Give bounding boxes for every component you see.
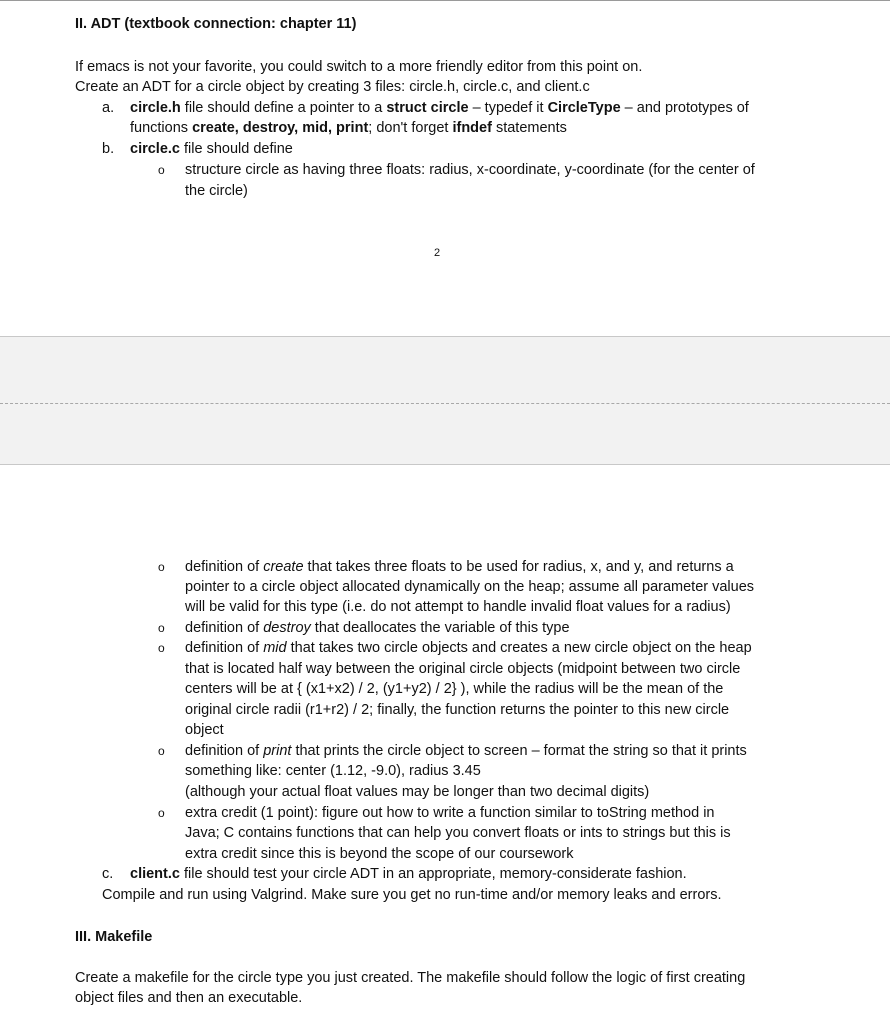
compile-instruction: Compile and run using Valgrind. Make sure you get no run-time and/or memory leaks and errors.: [102, 887, 722, 903]
mid-line-5: object: [185, 722, 224, 738]
mid-line-2: that is located half way between the original circle objects (midpoint between two circle: [185, 661, 741, 677]
create-line-1: [185, 557, 734, 578]
bullet-circle-icon: o: [158, 744, 165, 758]
item-a-text-3: – and prototypes of: [620, 100, 749, 116]
item-a-text-5: ; don't forget: [368, 120, 453, 136]
page-break-gap: [0, 336, 890, 465]
page-break-dashed-line: [0, 403, 890, 404]
makefile-line-2: object files and then an executable.: [75, 990, 303, 1006]
print-line-1: [185, 741, 747, 762]
create-text-1: that takes three floats to be used for radius, x, and y, and returns a: [303, 559, 734, 575]
item-b-text: file should define: [180, 141, 293, 157]
mid-line-1: [185, 638, 752, 659]
struct-desc-line-1: structure circle as having three floats: radius, x-coordinate, y-coordinate (for the center of: [185, 162, 755, 178]
struct-circle-term: struct circle: [386, 100, 469, 116]
extra-credit-line-1: extra credit (1 point): figure out how to write a function similar to toString method in: [185, 805, 715, 821]
print-line-3: (although your actual float values may be longer than two decimal digits): [185, 784, 650, 800]
top-border: [0, 0, 890, 1]
bullet-circle-icon: o: [158, 641, 165, 655]
item-a-text-6: statements: [491, 120, 567, 136]
item-a-text-2: – typedef it: [468, 100, 548, 116]
mid-func-name: mid: [263, 640, 287, 656]
struct-desc-line-2: the circle): [185, 183, 248, 199]
bullet-circle-icon: o: [158, 163, 165, 177]
item-a-text-1: file should define a pointer to a: [180, 100, 387, 116]
circle-type-term: CircleType: [547, 100, 621, 116]
list-marker-a: a.: [102, 100, 115, 116]
print-line-2: something like: center (1.12, -9.0), radius 3.45: [185, 763, 481, 779]
extra-credit-line-3: extra credit since this is beyond the scope of our coursework: [185, 846, 574, 862]
item-b-line: [130, 139, 293, 160]
item-a-line-2: [130, 118, 567, 139]
create-func-name: create: [263, 559, 304, 575]
mid-pre: definition of: [185, 640, 264, 656]
intro-line-2: Create an ADT for a circle object by creating 3 files: circle.h, circle.c, and client.c: [75, 79, 590, 95]
function-names: create, destroy, mid, print: [192, 120, 369, 136]
create-line-2: pointer to a circle object allocated dynamically on the heap; assume all parameter values: [185, 579, 755, 595]
list-marker-b: b.: [102, 141, 115, 157]
bullet-circle-icon: o: [158, 560, 165, 574]
ifndef-term: ifndef: [452, 120, 492, 136]
section-heading-adt: II. ADT (textbook connection: chapter 11): [75, 16, 357, 32]
bullet-circle-icon: o: [158, 806, 165, 820]
create-pre: definition of: [185, 559, 264, 575]
create-line-3: will be valid for this type (i.e. do not attempt to handle invalid float values for a radius): [185, 599, 731, 615]
item-a-line-1: [130, 98, 749, 119]
destroy-pre: definition of: [185, 620, 264, 636]
file-name-circle-h: circle.h: [130, 100, 181, 116]
bullet-circle-icon: o: [158, 621, 165, 635]
mid-text-1: that takes two circle objects and creates a new circle object on the heap: [286, 640, 752, 656]
item-c-line: [130, 864, 687, 885]
file-name-client-c: client.c: [130, 866, 180, 882]
file-name-circle-c: circle.c: [130, 141, 180, 157]
destroy-line-1: [185, 618, 570, 639]
intro-line-1: If emacs is not your favorite, you could switch to a more friendly editor from this point on.: [75, 59, 643, 75]
print-pre: definition of: [185, 743, 264, 759]
mid-line-3: centers will be at { (x1+x2) / 2, (y1+y2) / 2} ), while the radius will be the mean of the: [185, 681, 724, 697]
item-a-text-4: functions: [130, 120, 193, 136]
list-marker-c: c.: [102, 866, 114, 882]
print-text-1: that prints the circle object to screen – format the string so that it prints: [291, 743, 747, 759]
makefile-line-1: Create a makefile for the circle type you just created. The makefile should follow the logic of first creating: [75, 970, 746, 986]
destroy-func-name: destroy: [263, 620, 311, 636]
page-number: 2: [434, 247, 441, 259]
destroy-text-1: that deallocates the variable of this type: [310, 620, 570, 636]
item-c-text: file should test your circle ADT in an appropriate, memory-considerate fashion.: [179, 866, 687, 882]
mid-line-4: original circle radii (r1+r2) / 2; finally, the function returns the pointer to this new circle: [185, 702, 730, 718]
extra-credit-line-2: Java; C contains functions that can help you convert floats or ints to strings but this is: [185, 825, 731, 841]
section-heading-makefile: III. Makefile: [75, 929, 153, 945]
print-func-name: print: [263, 743, 292, 759]
